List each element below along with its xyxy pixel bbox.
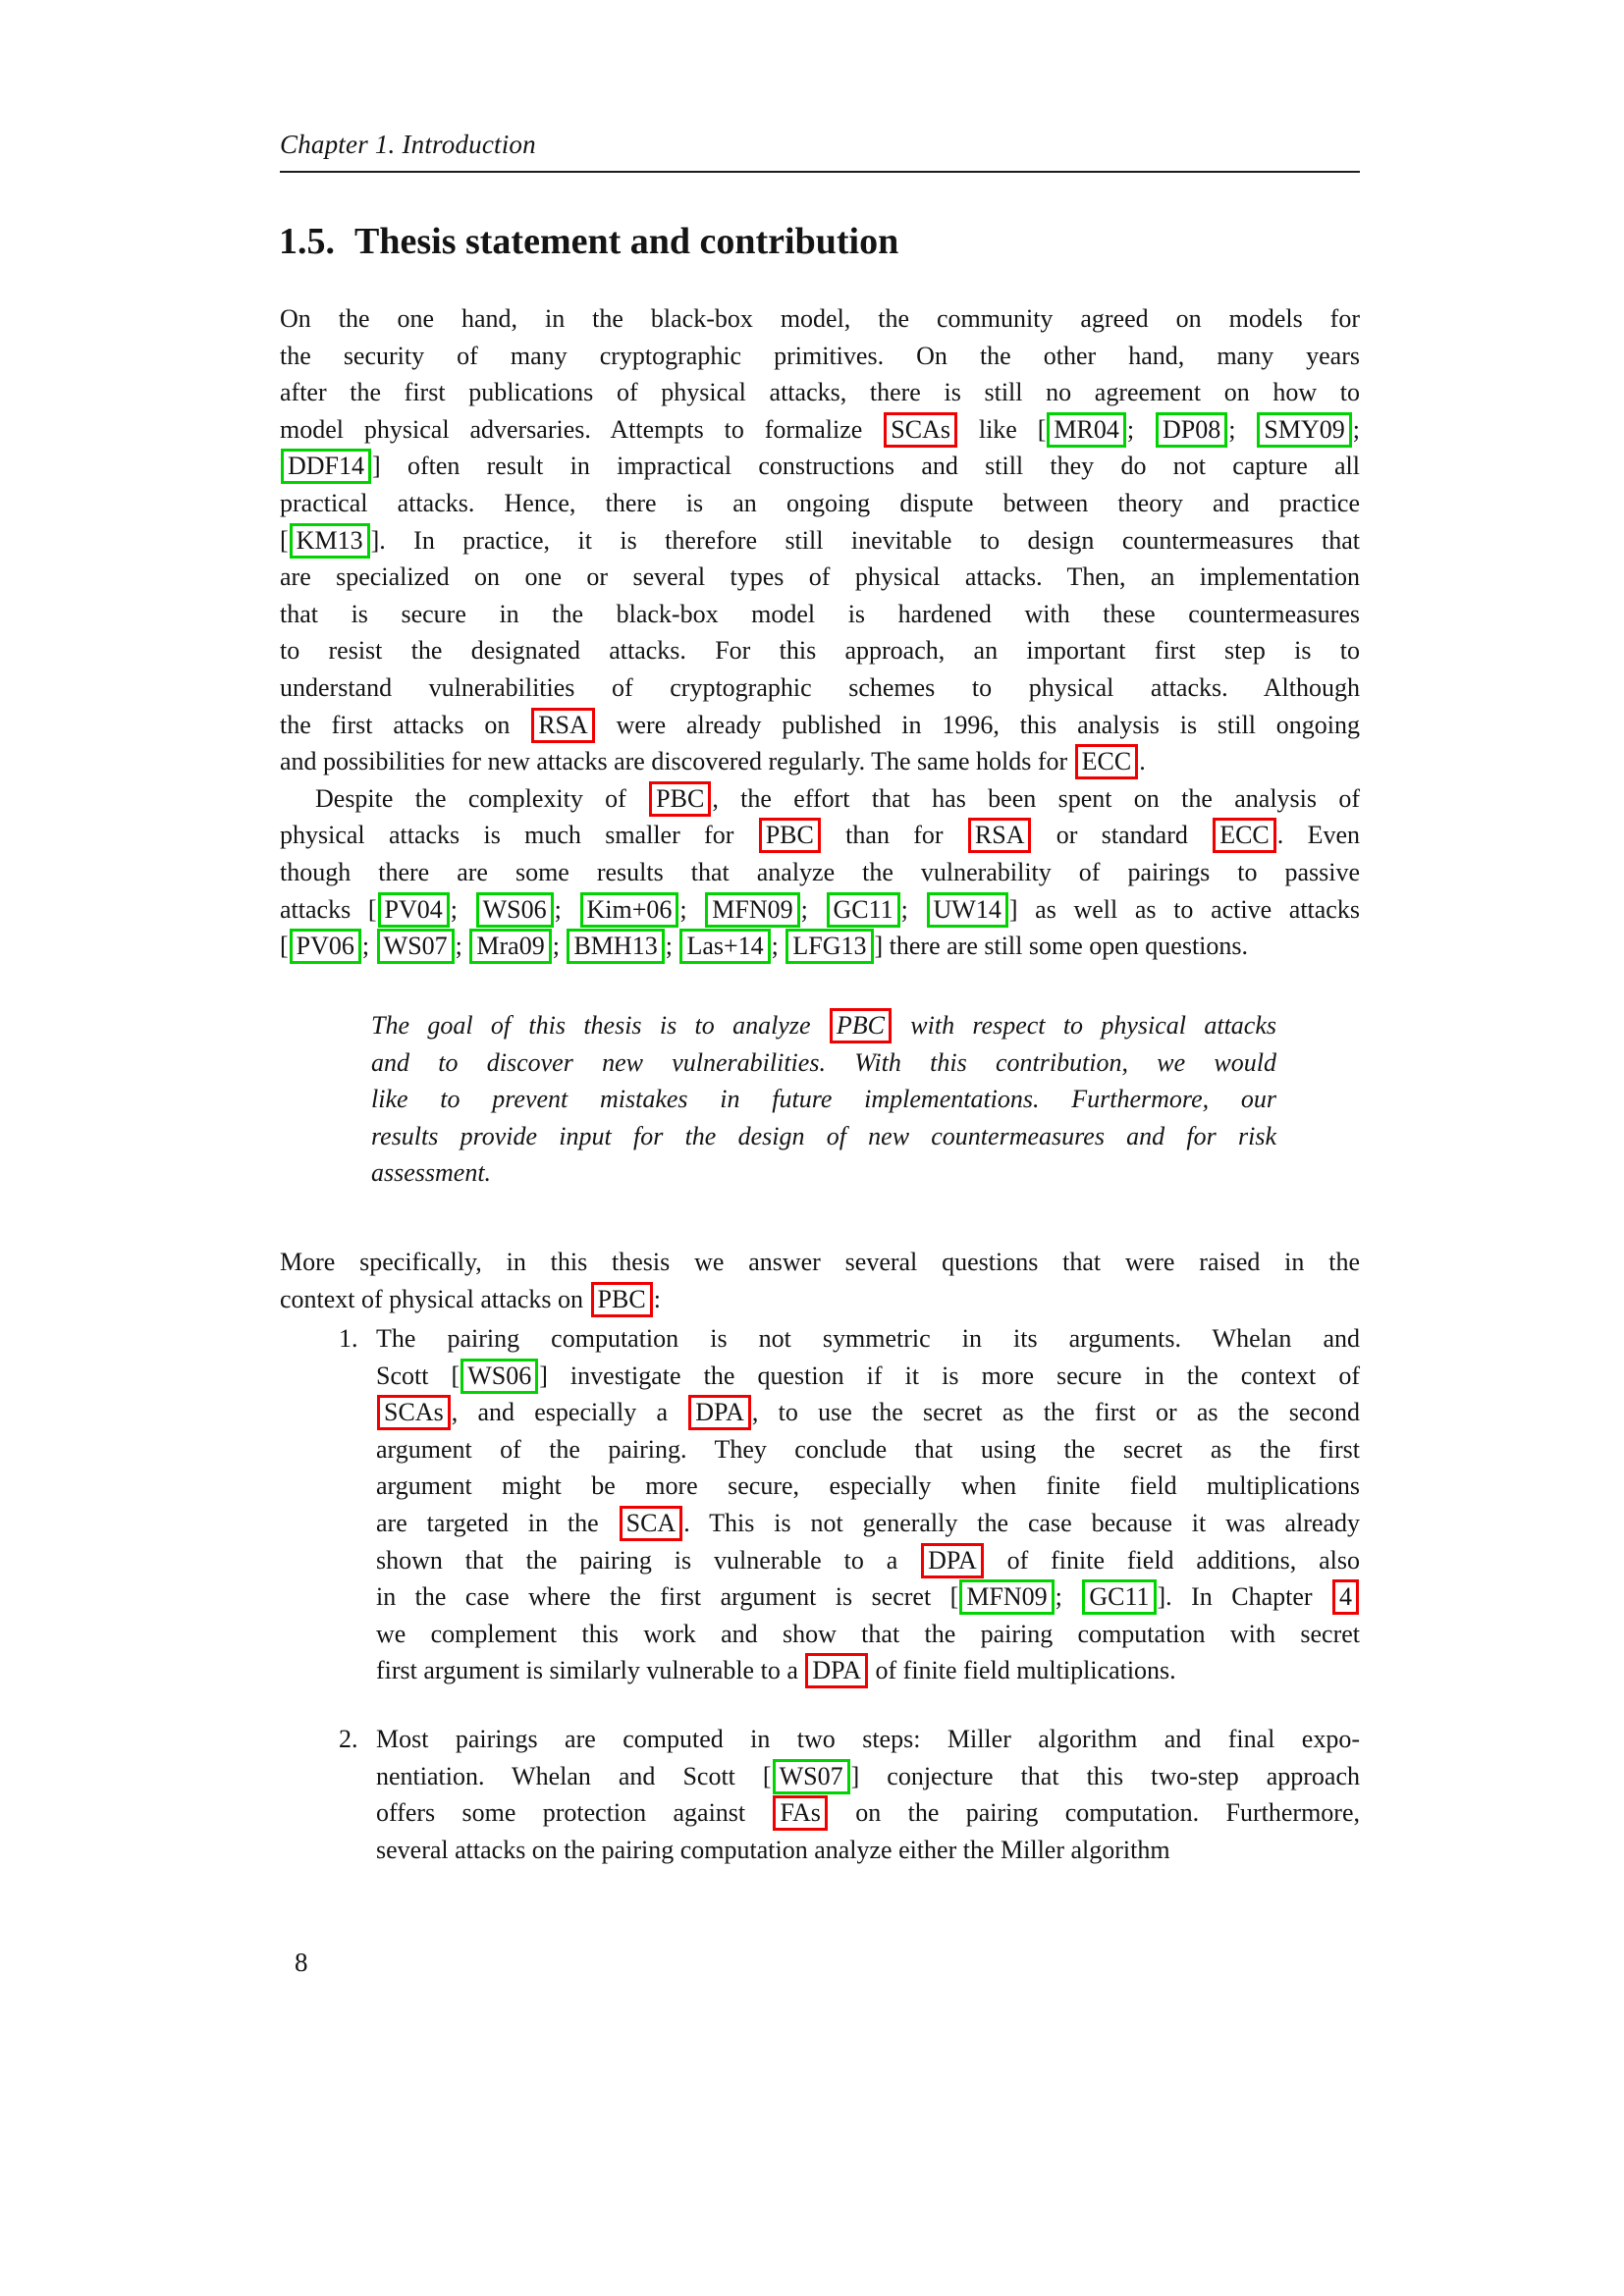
text-line: The goal of this thesis is to analyze PBC with respect to physical attacks	[371, 1007, 1276, 1044]
citation-link[interactable]: GC11	[1082, 1579, 1156, 1615]
more-specifically-paragraph	[280, 1244, 1360, 1317]
list-item-1	[376, 1320, 1360, 1689]
acronym-link[interactable]: DPA	[805, 1653, 868, 1688]
text-line: The pairing computation is not symmetric in its arguments. Whelan and	[376, 1324, 1360, 1353]
text-line: Scott [ WS06 ] investigate the question if it is more secure in the context of	[376, 1358, 1360, 1395]
section-number: 1.5.	[279, 221, 335, 262]
acronym-link[interactable]: FAs	[773, 1795, 827, 1831]
list-item-1-number: 1.	[339, 1324, 358, 1353]
citation-link[interactable]: LFG13	[785, 929, 873, 964]
thesis-statement-quote	[371, 1007, 1276, 1192]
acronym-link[interactable]: RSA	[968, 818, 1032, 853]
text-line: On the one hand, in the black-box model, the community agreed on models for	[280, 304, 1360, 333]
citation-link[interactable]: WS07	[773, 1759, 850, 1794]
acronym-link[interactable]: SCAs	[377, 1395, 451, 1430]
citation-link[interactable]: WS06	[460, 1359, 538, 1394]
text-line: argument might be more secure, especially when finite field multiplications	[376, 1471, 1360, 1501]
citation-link[interactable]: Mra09	[469, 929, 551, 964]
text-line: we complement this work and show that the pairing computation with secret	[376, 1619, 1360, 1648]
text-line: nentiation. Whelan and Scott [ WS07 ] conjecture that this two-step approach	[376, 1758, 1360, 1795]
citation-link[interactable]: UW14	[927, 892, 1008, 928]
text-line: to resist the designated attacks. For this approach, an important first step is to	[280, 636, 1360, 666]
text-line: attacks [ PV04 ; WS06 ; Kim+06 ; MFN09 ; GC11 ; UW14 ] as well as to active attacks	[280, 891, 1360, 929]
text-line: that is secure in the black-box model is hardened with these countermeasures	[280, 599, 1360, 628]
text-line: shown that the pairing is vulnerable to a DPA of finite field additions, also	[376, 1542, 1360, 1579]
acronym-link[interactable]: DPA	[921, 1543, 984, 1578]
section-title	[279, 220, 898, 263]
text-line: SCAs , and especially a DPA , to use the secret as the first or as the second	[376, 1394, 1360, 1431]
citation-link[interactable]: MFN09	[959, 1579, 1054, 1615]
text-line: though there are some results that analyze the vulnerability of pairings to passive	[280, 857, 1360, 886]
citation-link[interactable]: PV06	[290, 929, 361, 964]
text-line: DDF14 ] often result in impractical constructions and still they do not capture all	[280, 448, 1360, 485]
text-line: several attacks on the pairing computation analyze either the Miller algorithm	[376, 1835, 1170, 1864]
citation-link[interactable]: BMH13	[567, 929, 664, 964]
citation-link[interactable]: WS07	[377, 929, 455, 964]
text-line: in the case where the first argument is secret [ MFN09 ; GC11 ]. In Chapter 4	[376, 1578, 1360, 1616]
text-line: model physical adversaries. Attempts to formalize SCAs like [ MR04 ; DP08 ; SMY09 ;	[280, 411, 1360, 449]
text-line: the first attacks on RSA were already published in 1996, this analysis is still ongoing	[280, 707, 1360, 744]
text-line: results provide input for the design of new countermeasures and for risk	[371, 1121, 1276, 1150]
text-line: physical attacks is much smaller for PBC than for RSA or standard ECC . Even	[280, 817, 1360, 854]
acronym-link[interactable]: PBC	[759, 818, 821, 853]
citation-link[interactable]: WS06	[476, 892, 554, 928]
text-line: [ PV06 ; WS07 ; Mra09 ; BMH13 ; Las+14 ; LFG13 ] there are still some open questions.	[280, 928, 1360, 965]
citation-link[interactable]: MR04	[1047, 412, 1125, 448]
text-line: context of physical attacks on PBC :	[280, 1281, 1360, 1318]
chapter-ref-link[interactable]: 4	[1332, 1579, 1359, 1615]
acronym-link[interactable]: RSA	[531, 708, 595, 743]
citation-link[interactable]: DP08	[1156, 412, 1227, 448]
text-line: are targeted in the SCA . This is not generally the case because it was already	[376, 1505, 1360, 1542]
text-line: are specialized on one or several types of physical attacks. Then, an implementation	[280, 562, 1360, 592]
text-line: practical attacks. Hence, there is an ongoing dispute between theory and practice	[280, 488, 1360, 517]
text-line: offers some protection against FAs on the pairing computation. Furthermore,	[376, 1794, 1360, 1832]
acronym-link[interactable]: DPA	[688, 1395, 751, 1430]
citation-link[interactable]: MFN09	[705, 892, 799, 928]
text-line: Despite the complexity of PBC , the effort that has been spent on the analysis of	[280, 780, 1360, 818]
acronym-link[interactable]: PBC	[830, 1008, 892, 1043]
intro-paragraphs	[280, 300, 1360, 965]
running-header: Chapter 1. Introduction	[280, 130, 536, 159]
text-line: understand vulnerabilities of cryptographic schemes to physical attacks. Although	[280, 672, 1360, 702]
citation-link[interactable]: SMY09	[1257, 412, 1351, 448]
text-line: [ KM13 ]. In practice, it is therefore still inevitable to design countermeasures that	[280, 522, 1360, 560]
acronym-link[interactable]: SCAs	[884, 412, 957, 448]
citation-link[interactable]: Las+14	[679, 929, 770, 964]
text-line: like to prevent mistakes in future implementations. Furthermore, our	[371, 1085, 1276, 1114]
text-line: Most pairings are computed in two steps: Miller algorithm and final expo-	[376, 1725, 1360, 1753]
acronym-link[interactable]: ECC	[1213, 818, 1276, 853]
citation-link[interactable]: DDF14	[281, 449, 371, 484]
text-line: argument of the pairing. They conclude that using the secret as the first	[376, 1434, 1360, 1464]
citation-link[interactable]: PV04	[378, 892, 450, 928]
section-title-text: Thesis statement and contribution	[354, 221, 899, 262]
acronym-link[interactable]: PBC	[591, 1282, 653, 1317]
header-rule	[280, 171, 1360, 173]
citation-link[interactable]: GC11	[827, 892, 900, 928]
page-number: 8	[295, 1948, 308, 1977]
citation-link[interactable]: Kim+06	[580, 892, 679, 928]
text-line: and to discover new vulnerabilities. With this contribution, we would	[371, 1047, 1276, 1077]
text-line: assessment.	[371, 1158, 492, 1188]
text-line: the security of many cryptographic primitives. On the other hand, many years	[280, 341, 1360, 370]
acronym-link[interactable]: PBC	[649, 781, 711, 817]
acronym-link[interactable]: ECC	[1075, 744, 1139, 779]
acronym-link[interactable]: SCA	[620, 1506, 683, 1541]
text-line: More specifically, in this thesis we answer several questions that were raised in the	[280, 1248, 1360, 1276]
text-line: first argument is similarly vulnerable to a DPA of finite field multiplications.	[376, 1652, 1360, 1689]
list-item-2-number: 2.	[339, 1725, 358, 1753]
text-line: and possibilities for new attacks are discovered regularly. The same holds for ECC .	[280, 743, 1360, 780]
citation-link[interactable]: KM13	[290, 523, 370, 559]
text-line: after the first publications of physical attacks, there is still no agreement on how to	[280, 378, 1360, 407]
list-item-2	[376, 1721, 1360, 1868]
